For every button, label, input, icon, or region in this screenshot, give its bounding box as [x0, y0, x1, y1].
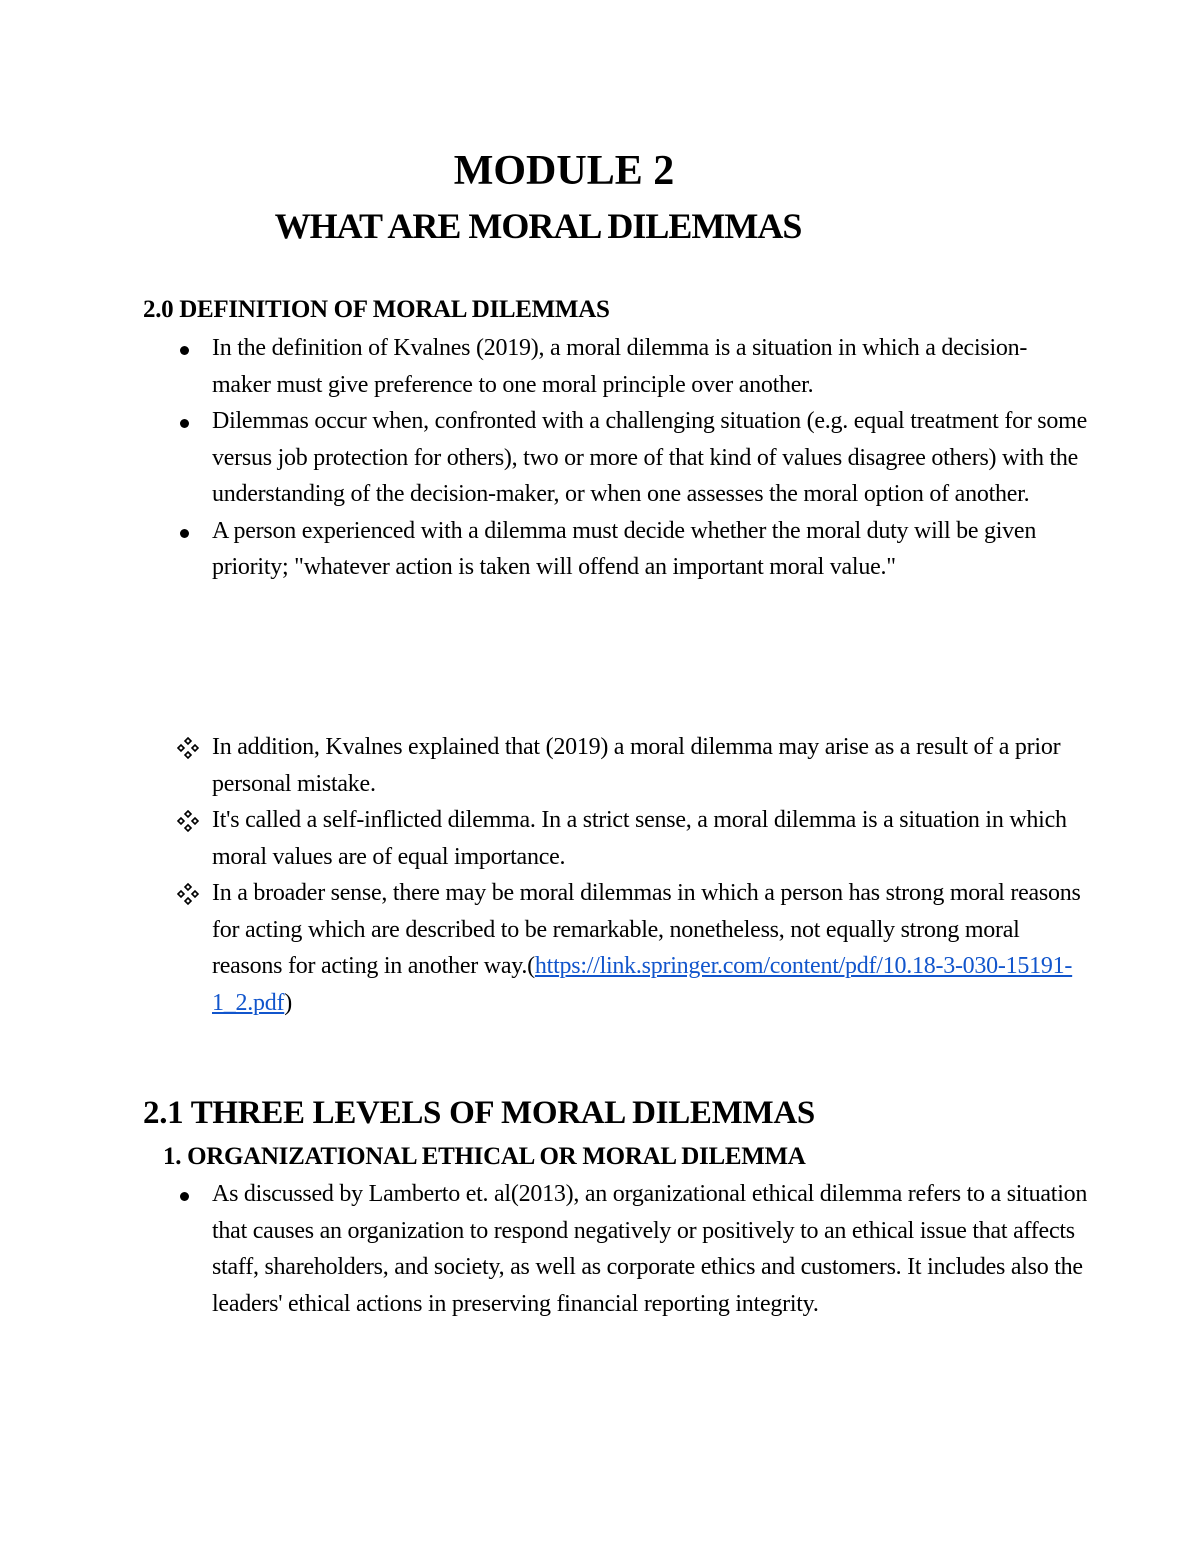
list-item — [0, 1176, 1200, 1322]
list-item — [0, 729, 1200, 802]
section-heading-levels: 2.1 THREE LEVELS OF MORAL DILEMMAS — [143, 1095, 815, 1131]
definition-bullet-list — [0, 330, 1200, 586]
list-item — [0, 330, 1200, 403]
list-item-text: Dilemmas occur when, confronted with a challenging situation (e.g. equal treatment for some versus job protection for others), two or more of that kind of values disagree others) with the understanding of the decision-maker, or when one assesses the moral option of another. — [212, 408, 1087, 507]
subheading-organizational: 1. ORGANIZATIONAL ETHICAL OR MORAL DILEMMA — [163, 1143, 806, 1170]
bullet-icon — [180, 419, 189, 428]
list-item-text: A person experienced with a dilemma must decide whether the moral duty will be given priority; "whatever action is taken will offend an important moral value." — [212, 517, 1037, 580]
four-diamond-icon — [177, 883, 199, 905]
bullet-icon — [180, 346, 189, 355]
section-heading-definition: 2.0 DEFINITION OF MORAL DILEMMAS — [143, 296, 610, 323]
list-item-text: In addition, Kvalnes explained that (2019) a moral dilemma may arise as a result of a prior personal mistake. — [212, 734, 1061, 797]
four-diamond-icon — [177, 737, 199, 759]
bullet-icon — [180, 529, 189, 538]
list-item-text: It's called a self-inflicted dilemma. In a strict sense, a moral dilemma is a situation in which moral values are of equal importance. — [212, 807, 1067, 870]
page-subtitle: WHAT ARE MORAL DILEMMAS — [274, 206, 802, 246]
springer-reference-link[interactable]: https://link.springer.com/content/pdf/10.18-3-030-15191-1_2.pdf — [212, 953, 1073, 1016]
list-item-text: In a broader sense, there may be moral dilemmas in which a person has strong moral reasons for acting which are described to be remarkable, nonetheless, not equally strong moral reasons for acting in another way.( — [212, 880, 1081, 979]
four-diamond-icon — [177, 810, 199, 832]
list-item — [0, 513, 1200, 586]
list-item — [0, 875, 1200, 1021]
page-title: MODULE 2 — [453, 148, 675, 194]
link-close-paren: ) — [284, 989, 292, 1016]
list-item-text: In the definition of Kvalnes (2019), a moral dilemma is a situation in which a decision- maker must give preference to one moral principle over another. — [212, 335, 1028, 398]
diamond-bullet-list — [0, 729, 1200, 1021]
organizational-bullet-list — [0, 1176, 1200, 1322]
list-item — [0, 403, 1200, 513]
bullet-icon — [180, 1192, 189, 1201]
list-item — [0, 802, 1200, 875]
list-item-text: As discussed by Lamberto et. al(2013), an organizational ethical dilemma refers to a situation that causes an organization to respond negatively or positively to an ethical issue that affects staff, shareholders, and society, as well as corporate ethics and customers. It includes also the leaders' ethical actions in preserving financial reporting integrity. — [212, 1181, 1088, 1317]
